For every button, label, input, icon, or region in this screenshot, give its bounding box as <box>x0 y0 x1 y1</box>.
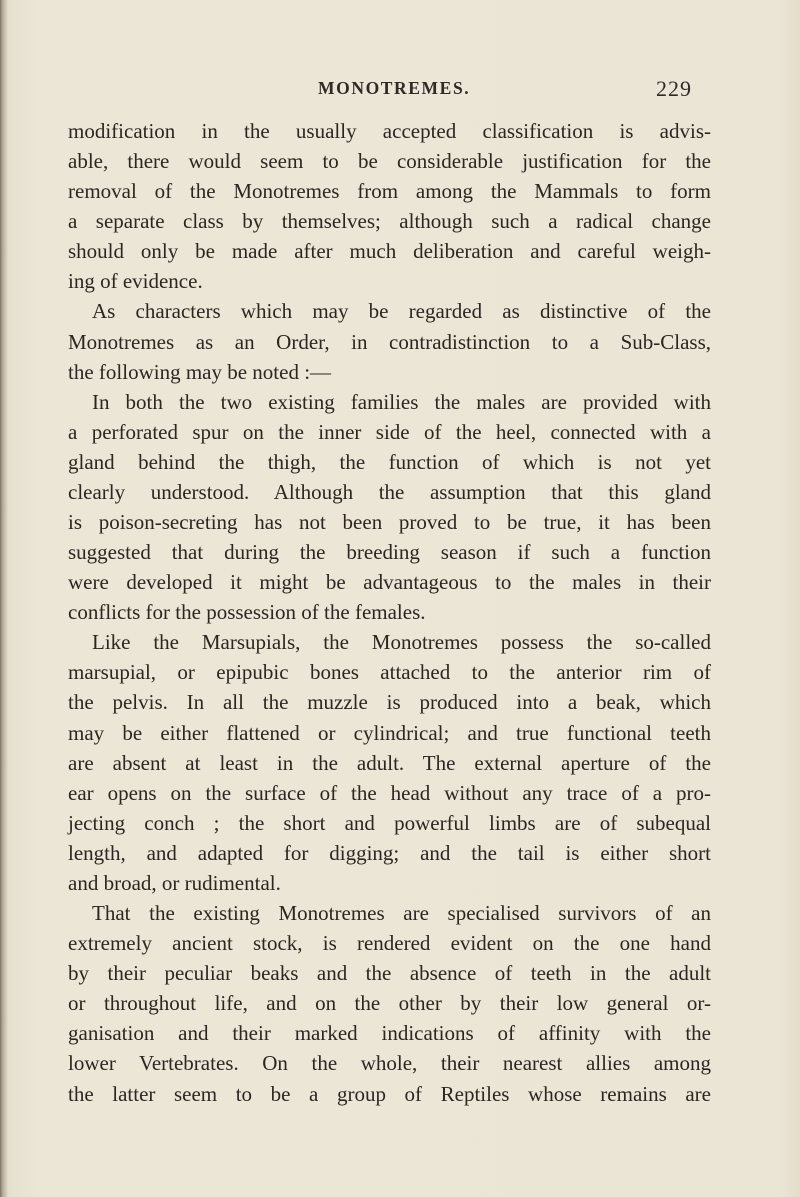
text-line: able, there would seem to be considerable justification for the <box>68 149 711 174</box>
running-head-title: MONOTREMES. <box>318 78 471 98</box>
text-line: removal of the Monotremes from among the Mammals to form <box>68 179 711 204</box>
text-line: As characters which may be regarded as distinctive of the <box>92 299 711 324</box>
text-line: and broad, or rudimental. <box>68 870 281 895</box>
text-line: In both the two existing families the males are provided with <box>92 389 711 414</box>
gutter-shadow <box>0 0 8 1197</box>
text-line: a separate class by themselves; although such a radical change <box>68 209 711 234</box>
text-line: extremely ancient stock, is rendered evident on the one hand <box>68 931 711 956</box>
text-line: suggested that during the breeding season if such a function <box>68 540 711 565</box>
text-line: length, and adapted for digging; and the tail is either short <box>68 840 711 865</box>
text-line: or throughout life, and on the other by their low general or- <box>68 991 711 1016</box>
text-line: ear opens on the surface of the head without any trace of a pro- <box>68 780 711 805</box>
text-line: clearly understood. Although the assumption that this gland <box>68 479 711 504</box>
text-line: marsupial, or epipubic bones attached to the anterior rim of <box>68 660 711 685</box>
text-line: may be either flattened or cylindrical; and true functional teeth <box>68 720 711 745</box>
body-text <box>68 116 711 1109</box>
text-line: the latter seem to be a group of Reptiles whose remains are <box>68 1081 711 1106</box>
text-line: is poison-secreting has not been proved to be true, it has been <box>68 510 711 535</box>
text-line: conflicts for the possession of the females. <box>68 600 426 625</box>
text-line: That the existing Monotremes are specialised survivors of an <box>92 901 711 926</box>
text-line: the pelvis. In all the muzzle is produced into a beak, which <box>68 690 711 715</box>
text-line: jecting conch ; the short and powerful limbs are of subequal <box>68 810 711 835</box>
text-line: should only be made after much deliberation and careful weigh- <box>68 239 711 264</box>
text-line: Like the Marsupials, the Monotremes possess the so-called <box>92 630 711 655</box>
text-line: ing of evidence. <box>68 269 203 294</box>
text-line: a perforated spur on the inner side of the heel, connected with a <box>68 419 711 444</box>
text-line: Monotremes as an Order, in contradistinction to a Sub-Class, <box>68 329 711 354</box>
text-line: lower Vertebrates. On the whole, their nearest allies among <box>68 1051 711 1076</box>
running-head <box>0 78 800 102</box>
text-line: are absent at least in the adult. The external aperture of the <box>68 750 711 775</box>
text-line: the following may be noted :— <box>68 359 332 384</box>
page-number: 229 <box>656 76 692 101</box>
text-line: modification in the usually accepted classification is advis- <box>68 119 711 143</box>
text-line: were developed it might be advantageous to the males in their <box>68 570 711 595</box>
text-line: ganisation and their marked indications of affinity with the <box>68 1021 711 1046</box>
text-line: by their peculiar beaks and the absence of teeth in the adult <box>68 961 711 986</box>
text-line: gland behind the thigh, the function of which is not yet <box>68 449 711 474</box>
